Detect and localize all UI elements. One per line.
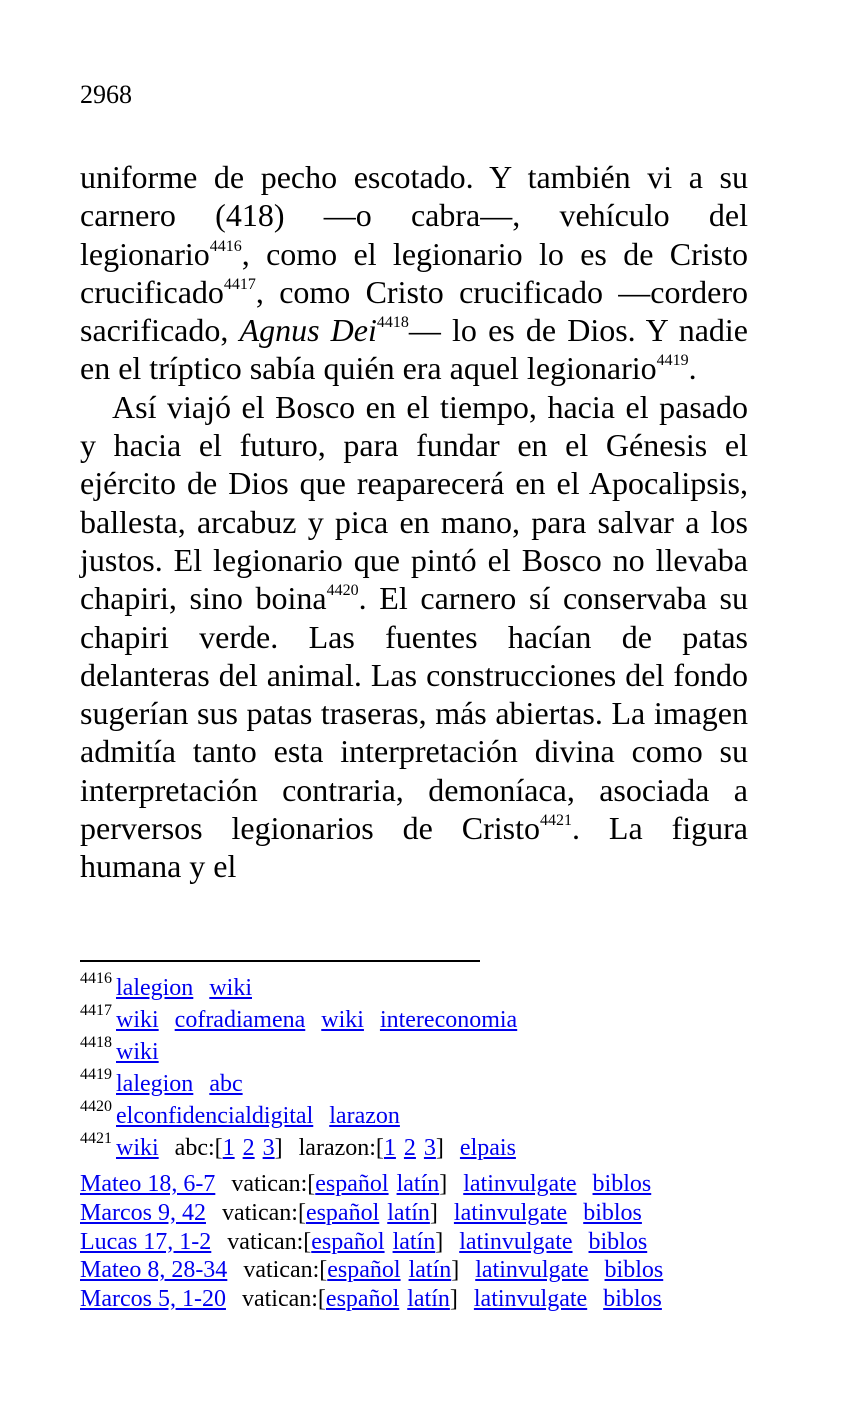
vatican-latin-link[interactable]: latín (392, 1228, 436, 1255)
footnote-line (80, 1004, 800, 1036)
footnote-marker: 4418 (376, 314, 409, 332)
latinvulgate-link[interactable]: latinvulgate (459, 1228, 573, 1255)
footnote-link[interactable]: 2 (403, 1135, 416, 1161)
page-number: 2968 (80, 80, 132, 109)
vatican-label: vatican:[ (221, 1199, 306, 1226)
vatican-close: ] (449, 1286, 458, 1313)
footnote-line (80, 972, 800, 1004)
footnote-text: ] (274, 1135, 283, 1161)
vatican-close: ] (429, 1199, 438, 1226)
footnote-link[interactable]: 3 (423, 1135, 436, 1161)
footnote-link[interactable]: intereconomia (379, 1007, 518, 1033)
vatican-close: ] (451, 1257, 460, 1284)
latinvulgate-link[interactable]: latinvulgate (453, 1199, 568, 1226)
biblos-link[interactable]: biblos (588, 1228, 648, 1255)
footnote-link[interactable]: 1 (383, 1135, 396, 1161)
footnote-link[interactable]: 2 (242, 1135, 255, 1161)
footnote-text: larazon:[ (298, 1135, 384, 1161)
footnote-link[interactable]: lalegion (116, 975, 194, 1001)
reference-link[interactable]: Lucas 17, 1-2 (80, 1228, 212, 1255)
vatican-label: vatican:[ (231, 1171, 316, 1197)
footnote-number: 4420 (80, 1098, 112, 1115)
footnote-link[interactable]: larazon (329, 1103, 400, 1129)
vatican-close: ] (439, 1171, 448, 1197)
latinvulgate-link[interactable]: latinvulgate (463, 1171, 577, 1197)
reference-line (80, 1285, 663, 1314)
footnote-link[interactable]: 1 (222, 1135, 235, 1161)
footnote-number: 4417 (80, 1002, 112, 1019)
footnote-marker: 4420 (326, 582, 359, 600)
vatican-label: vatican:[ (243, 1257, 328, 1284)
footnote-link[interactable]: wiki (209, 975, 252, 1001)
vatican-latin-link[interactable]: latín (387, 1199, 430, 1226)
footnote-number: 4416 (80, 970, 112, 987)
footnotes (80, 972, 800, 1164)
footnote-link[interactable]: 3 (262, 1135, 275, 1161)
vatican-latin-link[interactable]: latín (396, 1171, 440, 1197)
vatican-spanish-link[interactable]: español (327, 1257, 401, 1284)
vatican-spanish-link[interactable]: español (325, 1286, 400, 1313)
vatican-latin-link[interactable]: latín (407, 1286, 450, 1313)
reference-line (80, 1256, 663, 1285)
footnote-text: abc:[ (174, 1135, 223, 1161)
footnote-marker: 4416 (209, 237, 242, 255)
footnote-number: 4418 (80, 1034, 112, 1051)
vatican-label: vatican:[ (241, 1286, 326, 1313)
reference-link[interactable]: Marcos 5, 1-20 (80, 1286, 226, 1313)
vatican-latin-link[interactable]: latín (408, 1257, 452, 1284)
reference-line (80, 1170, 663, 1199)
footnote-separator (80, 960, 480, 962)
reference-line (80, 1228, 663, 1257)
footnote-link[interactable]: wiki (116, 1039, 159, 1065)
footnote-number: 4421 (80, 1130, 112, 1147)
vatican-close: ] (435, 1228, 444, 1255)
footnote-number: 4419 (80, 1066, 112, 1083)
footnote-link[interactable]: cofradiamena (174, 1007, 306, 1033)
bible-references (80, 1170, 663, 1314)
italic-phrase: Agnus Dei (239, 312, 377, 349)
biblos-link[interactable]: biblos (603, 1286, 662, 1313)
biblos-link[interactable]: biblos (592, 1171, 652, 1197)
footnote-line (80, 1100, 800, 1132)
biblos-link[interactable]: biblos (583, 1199, 642, 1226)
latinvulgate-link[interactable]: latinvulgate (473, 1286, 588, 1313)
biblos-link[interactable]: biblos (604, 1257, 664, 1284)
footnote-text: ] (435, 1135, 444, 1161)
footnote-link[interactable]: elconfidencialdigital (116, 1103, 314, 1129)
footnote-link[interactable]: wiki (116, 1007, 159, 1033)
footnote-line (80, 1036, 800, 1068)
vatican-spanish-link[interactable]: español (315, 1171, 389, 1197)
latinvulgate-link[interactable]: latinvulgate (475, 1257, 589, 1284)
vatican-spanish-link[interactable]: español (311, 1228, 385, 1255)
footnote-link[interactable]: wiki (321, 1007, 364, 1033)
footnote-marker: 4419 (656, 352, 689, 370)
footnote-marker: 4421 (540, 812, 573, 830)
footnote-link[interactable]: lalegion (116, 1071, 194, 1097)
footnote-link[interactable]: elpais (459, 1135, 516, 1161)
footnote-line (80, 1068, 800, 1100)
reference-link[interactable]: Marcos 9, 42 (80, 1199, 206, 1226)
reference-line (80, 1199, 663, 1228)
vatican-label: vatican:[ (227, 1228, 312, 1255)
body-paragraph: Así viajó el Bosco en el tiempo, hacia el pasado y hacia el futuro, para fundar en el Génesis el ejército de Dios que reaparecerá en el Apocalipsis, ballesta, arcabuz y pica en mano, para salvar a los justos. El legionario que pintó el Bosco no llevaba chapiri, sino boina$^{4420}$. El carnero sí conservaba su chapiri verde. Las fuentes hacían de patas delanteras del animal. Las construcciones del fondo sugerían sus patas traseras, más abiertas. La imagen admitía tanto esta interpretación divina como su interpretación contraria, demoníaca, asociada a perversos legionarios de Cristo$^{4421}$. La figura humana y el (80, 388, 749, 885)
reference-link[interactable]: Mateo 18, 6-7 (80, 1171, 216, 1197)
footnote-link[interactable]: wiki (116, 1135, 159, 1161)
body-paragraph: uniforme de pecho escotado. Y también vi a su carnero (418) —o cabra—, vehículo del legionario$^{4416}$, como el legionario lo es de Cristo crucificado$^{4417}$, como Cristo crucificado —cordero sacrificado, Agnus Dei$^{4418}$— lo es de Dios. Y nadie en el tríptico sabía quién era aquel legionario$^{4419}$. (80, 159, 749, 387)
vatican-spanish-link[interactable]: español (305, 1199, 380, 1226)
footnote-marker: 4417 (223, 275, 256, 293)
reference-link[interactable]: Mateo 8, 28-34 (80, 1257, 228, 1284)
footnote-link[interactable]: abc (209, 1071, 243, 1097)
body-text (80, 158, 748, 886)
footnote-line (80, 1132, 800, 1164)
